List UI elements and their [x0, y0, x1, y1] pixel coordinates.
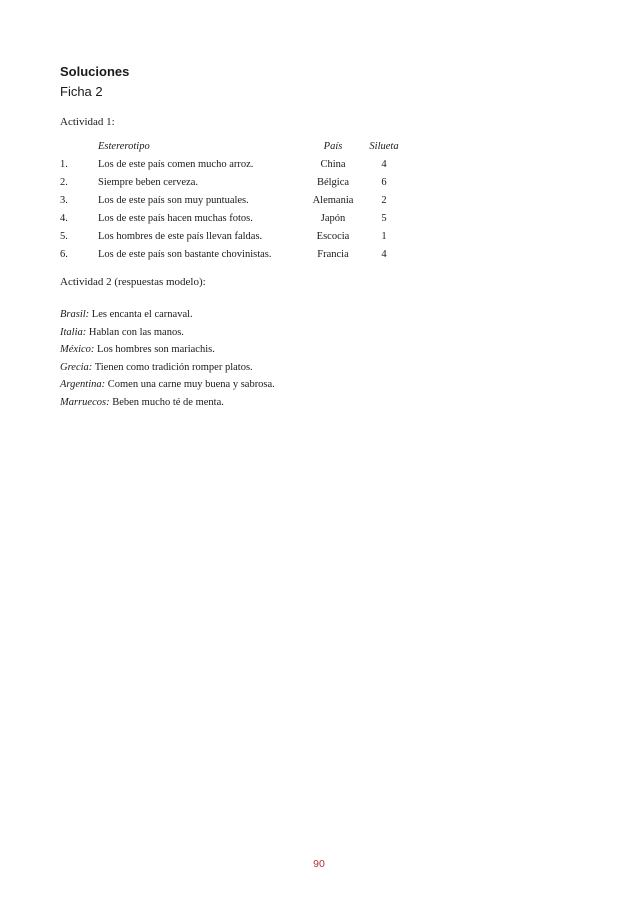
table-header-row [60, 138, 420, 156]
table-row [60, 156, 420, 174]
answer-text: Comen una carne muy buena y sabrosa. [105, 379, 275, 391]
stereotype-table [60, 138, 420, 264]
table-row [60, 174, 420, 192]
row-country: Escocia [316, 231, 350, 242]
row-number: 5. [60, 231, 68, 242]
header-silueta: Silueta [369, 141, 399, 152]
row-number: 1. [60, 159, 68, 170]
row-stereotype: Los de este país comen mucho arroz. [98, 159, 254, 170]
activity-1-label: Actividad 1: [60, 116, 115, 128]
list-item [60, 324, 275, 342]
header-estereotipo: Estererotipo [98, 141, 150, 152]
list-item [60, 376, 275, 394]
row-country: China [320, 159, 346, 170]
list-item [60, 341, 275, 359]
answer-text: Tienen como tradición romper platos. [92, 361, 253, 373]
table-row [60, 210, 420, 228]
row-country: Alemania [312, 195, 354, 206]
row-stereotype: Los de este país hacen muchas fotos. [98, 213, 253, 224]
row-stereotype: Los hombres de este país llevan faldas. [98, 231, 263, 242]
row-number: 3. [60, 195, 68, 206]
row-silhouette: 4 [381, 159, 387, 170]
row-silhouette: 4 [381, 249, 387, 260]
row-country: Japón [320, 213, 346, 224]
row-country: Bélgica [316, 177, 350, 188]
answer-text: Hablan con las manos. [86, 326, 184, 338]
row-silhouette: 6 [381, 177, 387, 188]
row-number: 4. [60, 213, 68, 224]
answer-country: México: [60, 344, 95, 356]
answer-text: Les encanta el carnaval. [89, 309, 193, 320]
table-row [60, 192, 420, 210]
list-item [60, 306, 275, 324]
header-pais: País [323, 141, 343, 152]
table-row [60, 246, 420, 264]
row-stereotype: Los de este país son bastante chovinistas. [98, 249, 272, 260]
answer-text: Los hombres son mariachis. [94, 344, 215, 356]
list-item [60, 359, 275, 377]
table-row [60, 228, 420, 246]
list-item [60, 394, 275, 412]
model-answers-list [60, 306, 275, 412]
row-silhouette: 2 [381, 195, 387, 206]
row-stereotype: Los de este país son muy puntuales. [98, 195, 249, 206]
row-number: 2. [60, 177, 68, 188]
row-silhouette: 5 [381, 213, 387, 224]
answer-country: Marruecos: [60, 396, 110, 408]
answer-country: Argentina: [60, 379, 106, 391]
row-stereotype: Siempre beben cerveza. [98, 177, 198, 188]
section-subtitle: Ficha 2 [60, 84, 103, 99]
answer-country: Italia: [60, 326, 87, 338]
answer-country: Grecia: [60, 361, 93, 373]
row-silhouette: 1 [381, 231, 387, 242]
activity-2-label: Actividad 2 (respuestas modelo): [60, 276, 206, 288]
row-number: 6. [60, 249, 68, 260]
page-number: 90 [313, 858, 325, 870]
answer-text: Beben mucho té de menta. [109, 396, 224, 408]
answer-country: Brasil: [60, 309, 90, 320]
section-title: Soluciones [60, 64, 130, 79]
row-country: Francia [317, 249, 349, 260]
